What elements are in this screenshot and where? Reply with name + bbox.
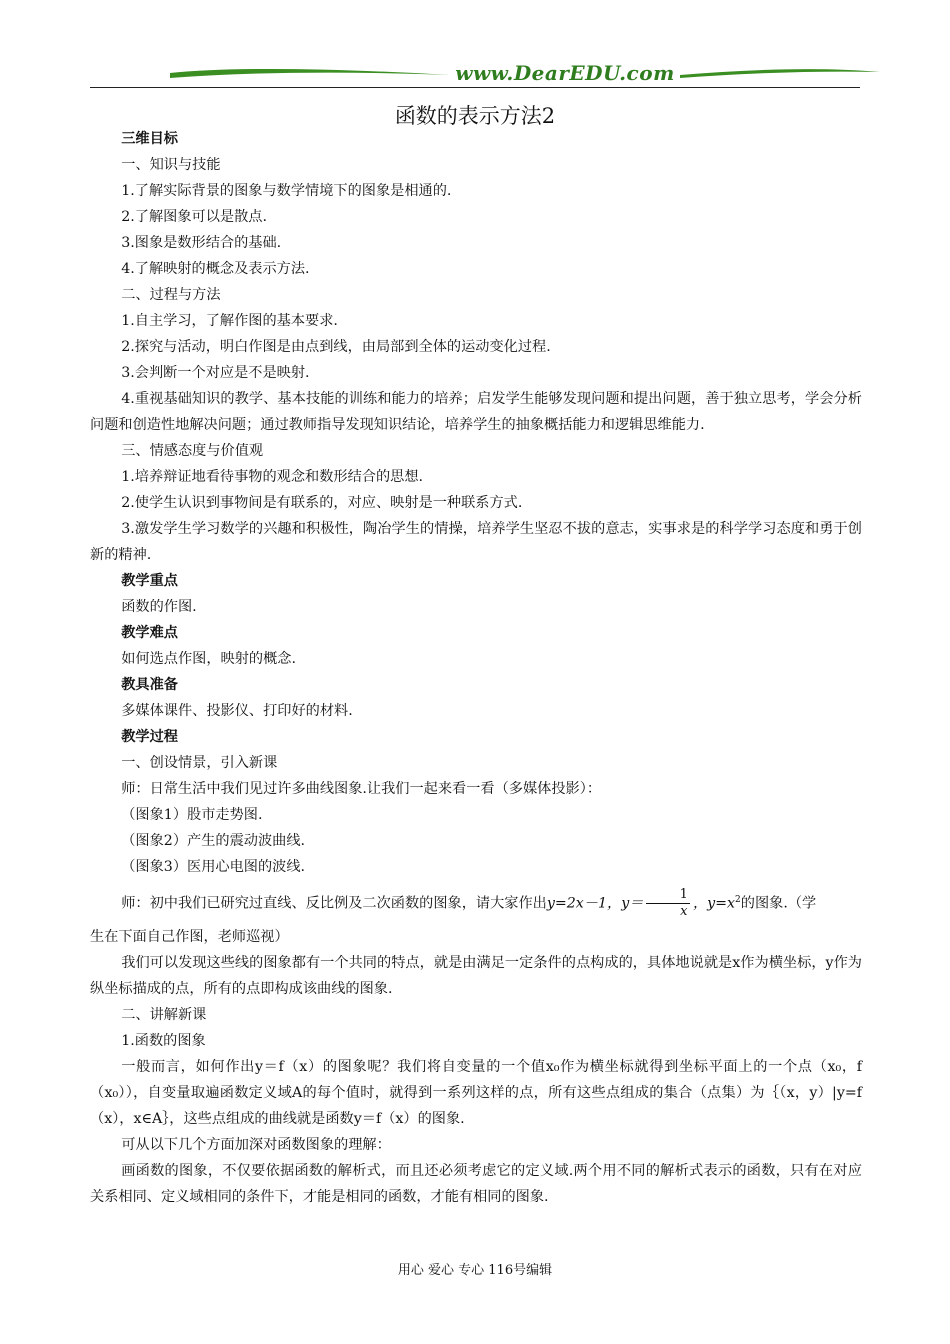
fraction [646, 887, 690, 920]
header-rule [90, 87, 860, 88]
paragraph: 二、过程与方法 [121, 287, 221, 303]
paragraph: 二、讲解新课 [121, 1006, 207, 1023]
paragraph: （图象3）医用心电图的波线. [121, 859, 306, 875]
paragraph: 一、知识与技能 [121, 157, 221, 173]
paragraph: （图象2）产生的震动波曲线. [121, 833, 306, 849]
paragraph: 我们可以发现这些线的图象都有一个共同的特点，就是由满足一定条件的点构成的，具体地说就是x作为横坐标，y作为纵坐标描成的点，所有的点即构成该曲线的图象. [90, 954, 862, 997]
paragraph: 可从以下几个方面加深对函数图象的理解： [121, 1136, 391, 1153]
formula-exponent: 2 [735, 895, 741, 905]
paragraph: 一、创设情景，引入新课 [121, 755, 278, 771]
paragraph: 4.重视基础知识的教学、基本技能的训练和能力的培养；启发学生能够发现问题和提出问题，善于独立思考，学会分析问题和创造性地解决问题；通过教师指导发现知识结论，培养学生的抽象概括能力和逻辑思维能力. [90, 391, 862, 433]
paragraph: 如何选点作图，映射的概念. [121, 651, 296, 667]
paragraph: 函数的作图. [121, 599, 197, 615]
paragraph: 一般而言，如何作出y＝f（x）的图象呢？我们将自变量的一个值x₀作为横坐标就得到坐标平面上的一个点（x₀，f（x₀）），自变量取遍函数定义域A的每个值时，就得到一系列这样的点，所有这些点组成的集合（点集）为｛（x，y）|y=f（x），x∈A｝，这些点组成的曲线就是函数y＝f（x）的图象. [90, 1058, 862, 1127]
paragraph: 多媒体课件、投影仪、打印好的材料. [121, 703, 353, 719]
paragraph: 1.培养辩证地看待事物的观念和数形结合的思想. [121, 469, 424, 485]
paragraph: 三、情感态度与价值观 [121, 443, 264, 459]
paragraph: 4.了解映射的概念及表示方法. [121, 261, 310, 277]
formula-reciprocal-left: y＝ [621, 895, 644, 912]
paragraph: 生在下面自己作图，老师巡视） [90, 928, 289, 945]
site-logo: www.DearEDU.com [455, 61, 675, 85]
paragraph: （图象1）股市走势图. [121, 807, 263, 823]
paragraph: 1.了解实际背景的图象与数学情境下的图象是相通的. [121, 183, 452, 199]
page-footer: 用心 爱心 专心 116号编辑 [397, 1263, 553, 1278]
paragraph: 2.了解图象可以是散点. [121, 209, 267, 225]
logo-swoosh-left-icon [170, 66, 450, 80]
formula-outro: 的图象.（学 [740, 895, 817, 912]
formula-quadratic: ，y=x [692, 895, 736, 912]
fraction-denominator: x [680, 904, 688, 920]
paragraph: 师：日常生活中我们见过许多曲线图象.让我们一起来看一看（多媒体投影）： [121, 781, 602, 797]
paragraph: 1.函数的图象 [121, 1032, 206, 1049]
heading-key-points: 教学重点 [121, 573, 178, 589]
paragraph: 画函数的图象，不仅要依据函数的解析式，而且还必须考虑它的定义域.两个用不同的解析式表示的函数，只有在对应关系相同、定义域相同的条件下，才能是相同的函数，才能有相同的图象. [90, 1162, 862, 1205]
heading-objectives: 三维目标 [121, 131, 178, 147]
document-title: 函数的表示方法2 [394, 104, 556, 128]
document-body [90, 126, 862, 1210]
fraction-numerator: 1 [646, 887, 690, 904]
paragraph: 2.使学生认识到事物间是有联系的，对应、映射是一种联系方式. [121, 495, 523, 511]
heading-process: 教学过程 [121, 729, 178, 745]
paragraph: 2.探究与活动，明白作图是由点到线，由局部到全体的运动变化过程. [121, 339, 551, 355]
paragraph: 3.激发学生学习数学的兴趣和积极性，陶冶学生的情操，培养学生坚忍不拔的意志，实事求是的科学学习态度和勇于创新的精神. [90, 521, 862, 563]
formula-intro: 师：初中我们已研究过直线、反比例及二次函数的图象，请大家作出 [121, 895, 547, 912]
logo-swoosh-right-icon [680, 66, 880, 80]
page-header [90, 60, 860, 90]
paragraph: 3.会判断一个对应是不是映射. [121, 365, 310, 381]
paragraph: 3.图象是数形结合的基础. [121, 235, 282, 251]
teacher-formula-paragraph [90, 880, 862, 924]
heading-difficulties: 教学难点 [121, 625, 178, 641]
heading-materials: 教具准备 [121, 677, 178, 693]
formula-linear: y=2x－1， [546, 895, 622, 912]
paragraph: 1.自主学习，了解作图的基本要求. [121, 313, 338, 329]
